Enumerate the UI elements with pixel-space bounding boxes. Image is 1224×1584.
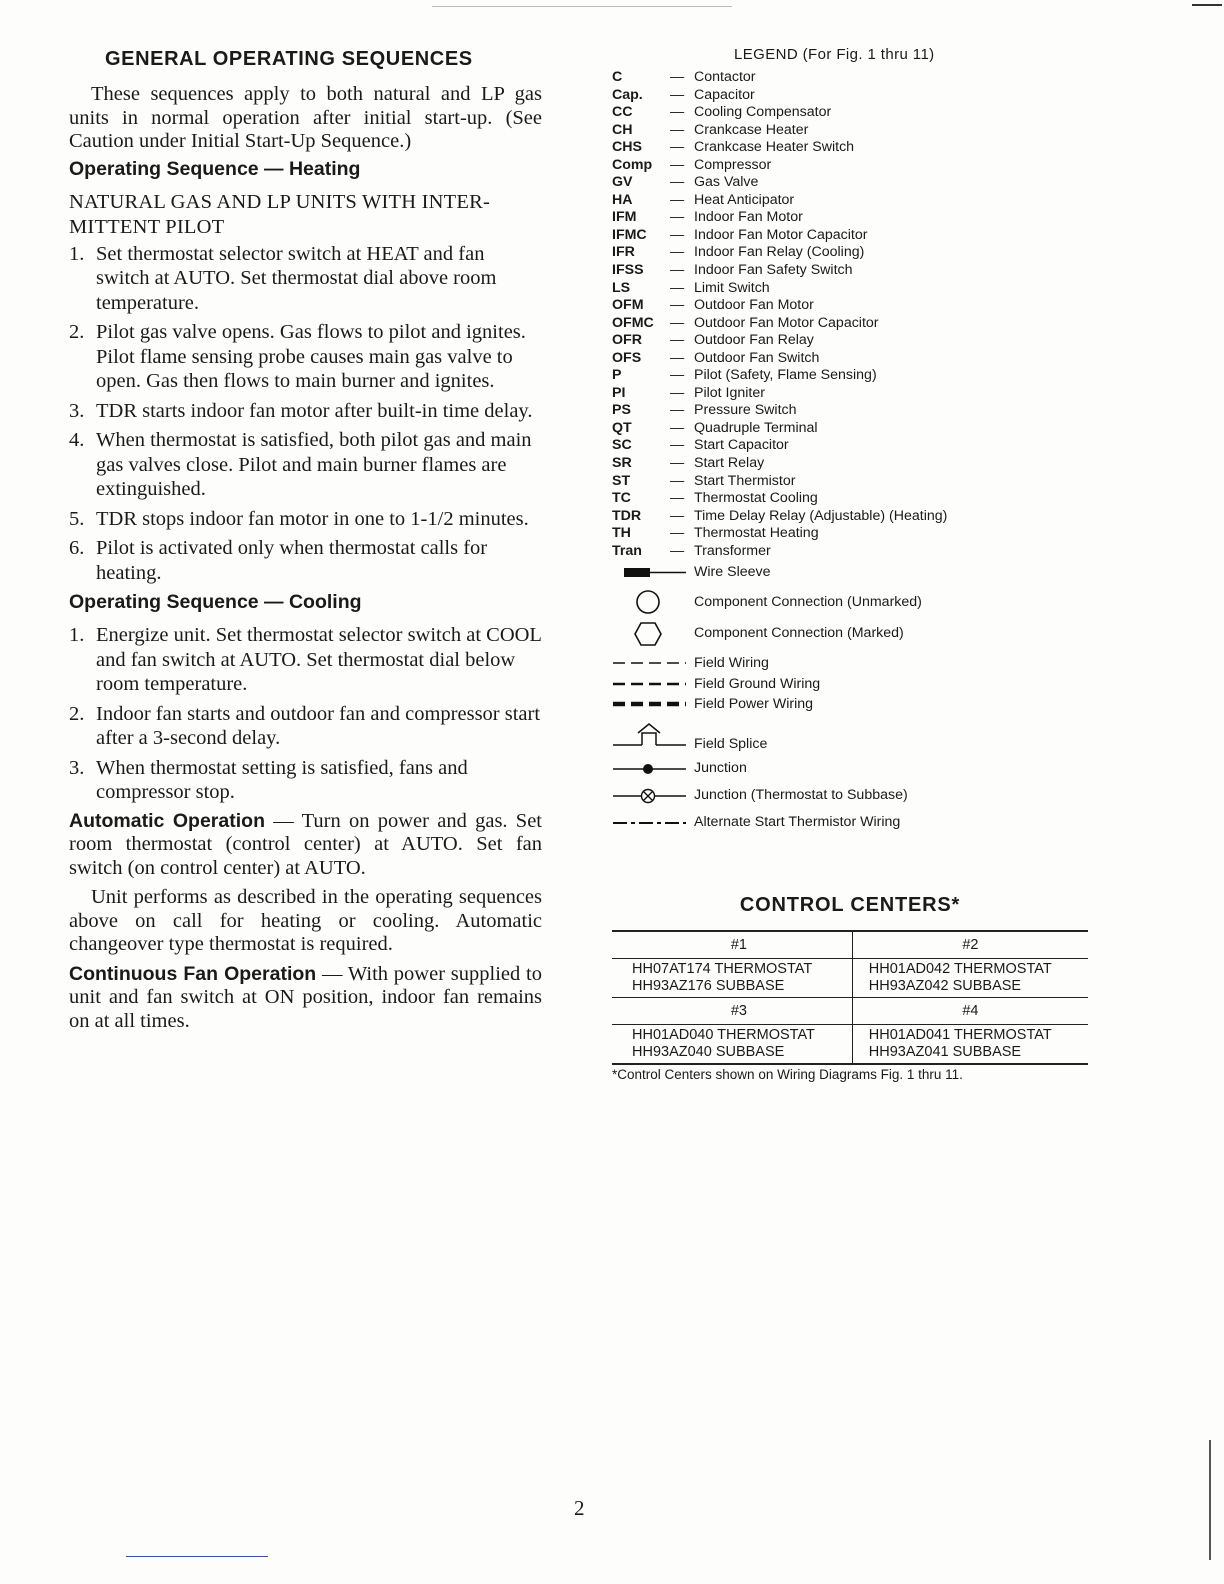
legend-conn-marked	[612, 620, 1012, 652]
legend-item	[612, 543, 1012, 561]
right-edge-mark	[1209, 1440, 1211, 1560]
control-centers-footnote: *Control Centers shown on Wiring Diagrams Fig. 1 thru 11.	[612, 1067, 963, 1082]
legend-abbr: IFMC	[612, 226, 647, 243]
legend-abbr: C	[612, 69, 623, 85]
step-number: 2.	[69, 321, 85, 343]
legend-junction	[612, 759, 1012, 786]
legend-desc: Crankcase Heater	[694, 121, 809, 138]
bottom-rule	[126, 1556, 268, 1557]
legend-item	[612, 192, 1012, 210]
legend-desc: Start Capacitor	[694, 437, 789, 454]
legend-dash: —	[670, 490, 685, 507]
legend-dash: —	[670, 262, 685, 279]
cooling-heading: Operating Sequence — Cooling	[69, 591, 362, 613]
junction-label: Junction	[694, 760, 747, 777]
thermostat-model: HH07AT174 THERMOSTAT	[632, 961, 813, 977]
table-row	[612, 959, 1088, 998]
legend-item	[612, 350, 1012, 368]
legend-dash: —	[670, 332, 685, 349]
legend-item	[612, 473, 1012, 491]
legend-abbr: QT	[612, 419, 632, 436]
heating-step	[69, 399, 542, 424]
legend-dash: —	[670, 437, 685, 454]
header-cell: #4	[852, 998, 1088, 1025]
heating-steps	[69, 242, 542, 586]
legend-dash: —	[670, 121, 685, 138]
conn-unmarked-label: Component Connection (Unmarked)	[694, 594, 922, 611]
alt-thermistor-label: Alternate Start Thermistor Wiring	[694, 814, 901, 831]
wire-sleeve-icon	[612, 563, 688, 583]
legend-desc: Gas Valve	[694, 174, 759, 191]
subbase-model: HH93AZ040 SUBBASE	[632, 1044, 785, 1060]
legend-item	[612, 402, 1012, 420]
legend-abbr: PI	[612, 384, 626, 401]
legend-abbr: SC	[612, 437, 632, 454]
legend-dash: —	[670, 525, 685, 542]
legend-abbr: Cap.	[612, 86, 643, 103]
legend-item	[612, 227, 1012, 245]
legend-dash: —	[670, 156, 685, 173]
legend-item	[612, 209, 1012, 227]
legend-desc: Pilot Igniter	[694, 384, 765, 401]
legend-desc: Outdoor Fan Relay	[694, 332, 814, 349]
legend-abbr: TH	[612, 525, 631, 542]
automatic-operation-text: — Turn on power and gas. Set room thermostat (control center) at AUTO. Set fan switch (on control center) at AUTO.	[69, 809, 542, 879]
legend-abbr: CH	[612, 121, 633, 138]
table-cell	[612, 1025, 852, 1065]
legend-desc: Pressure Switch	[694, 402, 797, 419]
legend-dash: —	[670, 139, 685, 156]
subbase-model: HH93AZ042 SUBBASE	[868, 978, 1022, 994]
legend-desc: Indoor Fan Relay (Cooling)	[694, 244, 865, 261]
legend-abbr: SR	[612, 455, 632, 472]
legend-field-wiring	[612, 652, 1012, 674]
legend-item	[612, 508, 1012, 526]
heating-step	[69, 320, 542, 394]
legend-item	[612, 490, 1012, 508]
circle-icon	[612, 589, 688, 617]
section-title: GENERAL OPERATING SEQUENCES	[105, 48, 473, 70]
legend-dash: —	[670, 472, 685, 489]
legend-desc: Outdoor Fan Motor Capacitor	[694, 314, 879, 331]
control-centers-table	[612, 930, 1088, 1065]
legend-desc: Contactor	[694, 69, 756, 85]
step-text: Pilot gas valve opens. Gas flows to pilot and ignites. Pilot flame sensing probe causes main gas valve to open. Gas then flows to main burner and ignites.	[96, 321, 526, 392]
legend-item	[612, 420, 1012, 438]
step-text: Indoor fan starts and outdoor fan and compressor start after a 3-second delay.	[96, 702, 541, 749]
splice-icon	[612, 721, 688, 751]
cooling-steps	[69, 623, 542, 805]
legend-desc: Outdoor Fan Motor	[694, 297, 814, 314]
legend-item	[612, 455, 1012, 473]
dashed-line-icon	[612, 695, 688, 715]
step-text: Energize unit. Set thermostat selector switch at COOL and fan switch at AUTO. Set thermostat dial below room temperature.	[96, 624, 542, 695]
legend-item	[612, 122, 1012, 140]
legend-abbr: IFSS	[612, 262, 644, 279]
legend-abbr: PS	[612, 402, 631, 419]
legend-field-power	[612, 695, 1012, 721]
thermostat-model: HH01AD042 THERMOSTAT	[868, 961, 1052, 977]
page-number: 2	[574, 1496, 585, 1520]
step-text: TDR stops indoor fan motor in one to 1-1/2 minutes.	[96, 507, 529, 530]
legend-dash: —	[670, 507, 685, 524]
legend-conn-unmarked	[612, 589, 1012, 620]
legend-field-ground	[612, 674, 1012, 695]
legend-item	[612, 525, 1012, 543]
legend-dash: —	[670, 244, 685, 261]
legend-abbreviations	[612, 69, 1012, 560]
legend-desc: Transformer	[694, 542, 771, 559]
legend-abbr: OFMC	[612, 314, 654, 331]
legend-desc: Thermostat Heating	[694, 525, 819, 542]
legend-abbr: OFM	[612, 297, 644, 314]
automatic-operation-heading: Automatic Operation	[69, 809, 265, 832]
table-header-row	[612, 998, 1088, 1025]
legend-dash: —	[670, 297, 685, 314]
legend-item	[612, 87, 1012, 105]
legend-item	[612, 437, 1012, 455]
legend-dash: —	[670, 191, 685, 208]
header-cell: #2	[852, 931, 1088, 959]
legend-field-splice	[612, 721, 1012, 755]
heating-step	[69, 242, 542, 316]
top-rule	[432, 6, 732, 7]
step-text: TDR starts indoor fan motor after built-in time delay.	[96, 399, 533, 422]
legend-dash: —	[670, 314, 685, 331]
header-cell: #1	[612, 931, 852, 959]
legend-dash: —	[670, 86, 685, 103]
heating-step	[69, 428, 542, 502]
legend-dash: —	[670, 384, 685, 401]
table-row	[612, 1025, 1088, 1065]
conn-marked-label: Component Connection (Marked)	[694, 625, 904, 642]
dashed-line-icon	[612, 652, 688, 672]
legend-desc: Pilot (Safety, Flame Sensing)	[694, 367, 877, 384]
heating-subheading: NATURAL GAS AND LP UNITS WITH INTER-MITTENT PILOT	[69, 190, 490, 238]
legend-desc: Thermostat Cooling	[694, 490, 818, 507]
legend-item	[612, 262, 1012, 280]
field-power-label: Field Power Wiring	[694, 696, 814, 713]
hexagon-icon	[612, 620, 688, 648]
table-cell	[852, 1025, 1088, 1065]
legend-desc: Capacitor	[694, 86, 755, 103]
legend-abbr: IFM	[612, 209, 637, 226]
legend-dash: —	[670, 279, 685, 296]
step-number: 5.	[69, 507, 85, 530]
legend-junction-thermostat	[612, 786, 1012, 813]
wire-sleeve-label: Wire Sleeve	[694, 564, 771, 581]
control-centers-title: CONTROL CENTERS*	[739, 894, 961, 916]
legend-item	[612, 157, 1012, 175]
legend-desc: Indoor Fan Motor	[694, 209, 803, 226]
legend-item	[612, 297, 1012, 315]
legend-abbr: OFR	[612, 332, 642, 349]
subbase-model: HH93AZ041 SUBBASE	[868, 1044, 1022, 1060]
step-text: When thermostat setting is satisfied, fans and compressor stop.	[96, 756, 468, 803]
legend-abbr: Comp	[612, 156, 653, 173]
legend-item	[612, 244, 1012, 262]
legend-abbr: Tran	[612, 542, 642, 559]
automatic-operation-note: Unit performs as described in the operating sequences above on call for heating or cooling. Automatic changeover type thermostat is required.	[69, 886, 542, 955]
legend-alt-thermistor	[612, 813, 1012, 837]
step-number: 1.	[69, 624, 85, 646]
continuous-fan-paragraph	[69, 963, 542, 1034]
step-number: 1.	[69, 242, 85, 265]
table-header-row	[612, 931, 1088, 959]
legend-desc: Crankcase Heater Switch	[694, 139, 855, 156]
header-cell: #3	[612, 998, 852, 1025]
legend-dash: —	[670, 455, 685, 472]
legend-abbr: LS	[612, 279, 631, 296]
legend-desc: Start Relay	[694, 455, 765, 472]
legend-item	[612, 139, 1012, 157]
legend-item	[612, 104, 1012, 122]
continuous-fan-text: — With power supplied to unit and fan switch at ON position, indoor fan remains on at all times.	[69, 962, 542, 1032]
continuous-fan-heading: Continuous Fan Operation	[69, 962, 317, 985]
legend-item	[612, 174, 1012, 192]
legend-abbr: OFS	[612, 349, 642, 366]
legend-abbr: GV	[612, 174, 633, 191]
dash-dot-line-icon	[612, 813, 688, 833]
legend-desc: Limit Switch	[694, 279, 770, 296]
thermostat-model: HH01AD040 THERMOSTAT	[632, 1027, 815, 1043]
table-cell	[612, 959, 852, 998]
legend-item	[612, 280, 1012, 298]
cooling-step	[69, 623, 542, 697]
cooling-step	[69, 756, 542, 805]
step-text: Set thermostat selector switch at HEAT and fan switch at AUTO. Set thermostat dial above room temperature.	[96, 242, 497, 314]
legend-abbr: TDR	[612, 507, 642, 524]
legend-desc: Time Delay Relay (Adjustable) (Heating)	[694, 507, 948, 524]
legend-abbr: TC	[612, 490, 631, 507]
legend-item	[612, 385, 1012, 403]
heating-heading: Operating Sequence — Heating	[69, 157, 361, 180]
legend-dash: —	[670, 367, 685, 384]
legend-abbr: HA	[612, 191, 633, 208]
legend-dash: —	[670, 104, 685, 121]
step-text: Pilot is activated only when thermostat calls for heating.	[96, 537, 488, 584]
table-cell	[852, 959, 1088, 998]
legend-dash: —	[670, 174, 685, 191]
step-text: When thermostat is satisfied, both pilot gas and main gas valves close. Pilot and main burner flames are extinguished.	[96, 429, 532, 500]
thermostat-model: HH01AD041 THERMOSTAT	[868, 1027, 1052, 1043]
legend-abbr: IFR	[612, 244, 635, 261]
field-wiring-label: Field Wiring	[694, 655, 769, 672]
heating-step	[69, 507, 542, 532]
legend-dash: —	[670, 209, 685, 226]
heating-step	[69, 536, 542, 585]
operating-sequences-column	[69, 48, 542, 1033]
legend-abbr: ST	[612, 472, 631, 489]
step-number: 3.	[69, 399, 85, 422]
junction-dot-icon	[612, 759, 688, 779]
step-number: 6.	[69, 537, 85, 559]
legend-desc: Indoor Fan Safety Switch	[694, 262, 853, 279]
legend-desc: Compressor	[694, 156, 772, 173]
step-number: 2.	[69, 702, 85, 725]
legend-desc: Start Thermistor	[694, 472, 796, 489]
field-ground-label: Field Ground Wiring	[694, 676, 821, 693]
automatic-operation-paragraph	[69, 810, 542, 881]
legend-dash: —	[670, 226, 685, 243]
legend-title: LEGEND (For Fig. 1 thru 11)	[734, 46, 935, 63]
legend-wire-sleeve	[612, 563, 1012, 589]
intro-paragraph: These sequences apply to both natural and LP gas units in normal operation after initial start-up. (See Caution under Initial Start-Up Sequence.)	[69, 83, 542, 152]
dashed-line-icon	[612, 674, 688, 694]
legend-item	[612, 315, 1012, 333]
legend-dash: —	[670, 542, 685, 559]
junction-cross-icon	[612, 786, 688, 806]
legend-dash: —	[670, 402, 685, 419]
legend-desc: Outdoor Fan Switch	[694, 349, 820, 366]
legend-abbr: CHS	[612, 139, 642, 156]
legend-abbr: CC	[612, 104, 633, 121]
step-number: 3.	[69, 756, 85, 779]
legend-desc: Quadruple Terminal	[694, 419, 818, 436]
field-splice-label: Field Splice	[694, 736, 768, 753]
legend-item	[612, 332, 1012, 350]
legend-dash: —	[670, 69, 685, 85]
legend-item	[612, 367, 1012, 385]
legend-dash: —	[670, 349, 685, 366]
legend	[612, 46, 1012, 837]
step-number: 4.	[69, 429, 85, 451]
legend-dash: —	[670, 419, 685, 436]
legend-desc: Indoor Fan Motor Capacitor	[694, 226, 868, 243]
legend-desc: Cooling Compensator	[694, 104, 832, 121]
cooling-step	[69, 702, 542, 751]
junction-thermostat-label: Junction (Thermostat to Subbase)	[694, 787, 908, 804]
corner-mark	[1192, 4, 1222, 6]
legend-abbr: P	[612, 367, 622, 384]
legend-desc: Heat Anticipator	[694, 191, 795, 208]
legend-item	[612, 69, 1012, 87]
subbase-model: HH93AZ176 SUBBASE	[632, 978, 785, 994]
